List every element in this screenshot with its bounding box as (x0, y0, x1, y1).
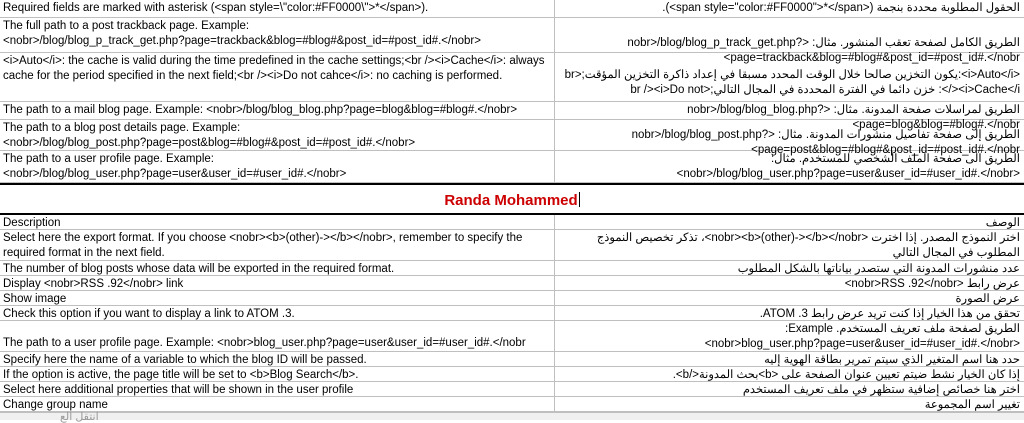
target-cell[interactable]: تغيير اسم المجموعة (924, 399, 1020, 411)
table-row[interactable] (0, 352, 1024, 367)
target-cell[interactable]: عدد منشورات المدونة التي ستصدر بياناتها بالشكل المطلوب (737, 263, 1020, 275)
table-row[interactable] (0, 53, 1024, 102)
table-row[interactable] (0, 151, 1024, 183)
horizontal-scrollbar[interactable] (0, 412, 1024, 420)
table-row[interactable] (0, 120, 1024, 156)
text-cursor (579, 192, 580, 207)
source-cell[interactable]: Check this option if you want to display a link to ATOM .3. (0, 306, 555, 320)
source-cell[interactable]: Change group name (0, 397, 555, 411)
target-cell[interactable]: الوصف (985, 217, 1020, 229)
target-cell[interactable]: حدد هنا اسم المتغير الذي سيتم تمرير بطاقة الهوية إليه (764, 354, 1020, 366)
table-row[interactable] (0, 215, 1024, 230)
source-cell[interactable]: The path to a blog post details page. Example: <nobr>/blog/blog_post.php?page=post&blog=#blog#&post_id=#post_id#.</nobr> (0, 120, 555, 150)
target-cell[interactable]: عرض رابط <nobr>RSS .92</nobr> (844, 278, 1020, 290)
target-cell[interactable]: اختر النموذج المصدر. إذا اخترت <nobr><b>(other)-></b></nobr>، تذكر تخصيص النموذج المطلوب في المجال التالي (593, 232, 1020, 259)
target-cell[interactable]: الطريق إلى صفحة تفاصيل منشورات المدونة. مثال: <nobr>/blog/blog_post.php?page=post&blog=#blog#&post_id=#post_id#.</nobr> (631, 129, 1020, 156)
target-cell[interactable]: <i>Auto</i>:يكون التخزين صالحا خلال الوقت المحدد مسبقا في إعداد ذاكرة التخزين المؤقت;<br /><i>Cache</i>: خزن دائما في الفترة المحددة في المجال التالي;<br /><i>Do not (561, 69, 1020, 96)
source-cell[interactable]: Show image (0, 291, 555, 305)
footer-ghost-text: انتقل الع (60, 411, 99, 423)
source-cell[interactable]: Required fields are marked with asterisk (<span style=\"color:#FF0000\">*</span>). (0, 0, 555, 17)
target-cell[interactable]: الطريق لصفحة ملف تعريف المستخدم. Example: <nobr>blog_user.php?page=user&user_id=#user_id#.</nobr> (704, 323, 1020, 350)
target-cell[interactable]: الطريق الى صفحة الملف الشخصي للمستخدم. مثال: <nobr>/blog/blog_user.php?page=user&user_id=#user_id#.</nobr> (676, 153, 1020, 180)
target-cell[interactable]: عرض الصورة (955, 293, 1020, 305)
table-row[interactable] (0, 18, 1024, 64)
table-row[interactable] (0, 306, 1024, 321)
source-cell[interactable]: Select here additional properties that will be shown in the user profile (0, 382, 555, 396)
source-cell[interactable]: The path to a user profile page. Example: <nobr>blog_user.php?page=user&user_id=#user_id#.</nobr (0, 321, 555, 351)
table-row[interactable] (0, 0, 1024, 18)
table-row[interactable] (0, 102, 1024, 131)
source-cell[interactable]: The path to a user profile page. Example: <nobr>/blog/blog_user.php?page=user&user_id=#user_id#.</nobr> (0, 151, 555, 182)
section-separator (0, 183, 1024, 215)
source-cell[interactable]: Specify here the name of a variable to which the blog ID will be passed. (0, 352, 555, 366)
target-cell[interactable]: الطريق الكامل لصفحة تعقب المنشور. مثال: <nobr>/blog/blog_p_track_get.php?page=trackback&blog=#blog#&post_id=#post_id#.</nobr> (627, 37, 1020, 64)
target-cell[interactable]: الحقول المطلوبة محددة بنجمة (<span style="color:#FF0000">*</span>). (662, 2, 1020, 14)
table-row[interactable] (0, 382, 1024, 397)
source-cell[interactable]: If the option is active, the page title will be set to <b>Blog Search</b>. (0, 367, 555, 381)
table-row[interactable] (0, 321, 1024, 352)
table-row[interactable] (0, 261, 1024, 276)
table-row[interactable] (0, 291, 1024, 306)
source-cell[interactable]: Description (0, 215, 555, 229)
target-cell[interactable]: تحقق من هذا الخيار إذا كنت تريد عرض رابط ATOM .3. (759, 308, 1020, 320)
source-cell[interactable]: <i>Auto</i>: the cache is valid during the time predefined in the cache settings;<br /><i>Cache</i>: always cache for the period specified in the next field;<br /><i>Do not cahce</i>: no caching is performed. (0, 53, 555, 101)
source-cell[interactable]: Select here the export format. If you choose <nobr><b>(other)-></b></nobr>, remember to specify the required format in the next field. (0, 230, 555, 260)
source-cell[interactable]: Display <nobr>RSS .92</nobr> link (0, 276, 555, 290)
target-cell[interactable]: الطريق لمراسلات صفحة المدونة. مثال: <nobr>/blog/blog_blog.php?page=blog&blog=#blog#.</nobr> (687, 104, 1020, 131)
target-cell[interactable]: اختر هنا خصائص إضافية ستظهر في ملف تعريف المستخدم (742, 384, 1020, 396)
table-row[interactable] (0, 397, 1024, 412)
source-cell[interactable]: The path to a mail blog page. Example: <nobr>/blog/blog_blog.php?page=blog&blog=#blog#.</nobr> (0, 102, 555, 119)
table-row[interactable] (0, 230, 1024, 261)
target-cell[interactable]: إذا كان الخيار نشط ضيتم تعيين عنوان الصفحة على <b>بحث المدونة</b>. (672, 369, 1020, 381)
source-cell[interactable]: The full path to a post trackback page. Example: <nobr>/blog/blog_p_track_get.php?page=trackback&blog=#blog#&post_id=#post_id#.</nobr> (0, 18, 555, 52)
source-cell[interactable]: The number of blog posts whose data will be exported in the required format. (0, 261, 555, 275)
table-row[interactable] (0, 276, 1024, 291)
table-row[interactable] (0, 367, 1024, 382)
section-title[interactable]: Randa Mohammed (444, 192, 578, 209)
